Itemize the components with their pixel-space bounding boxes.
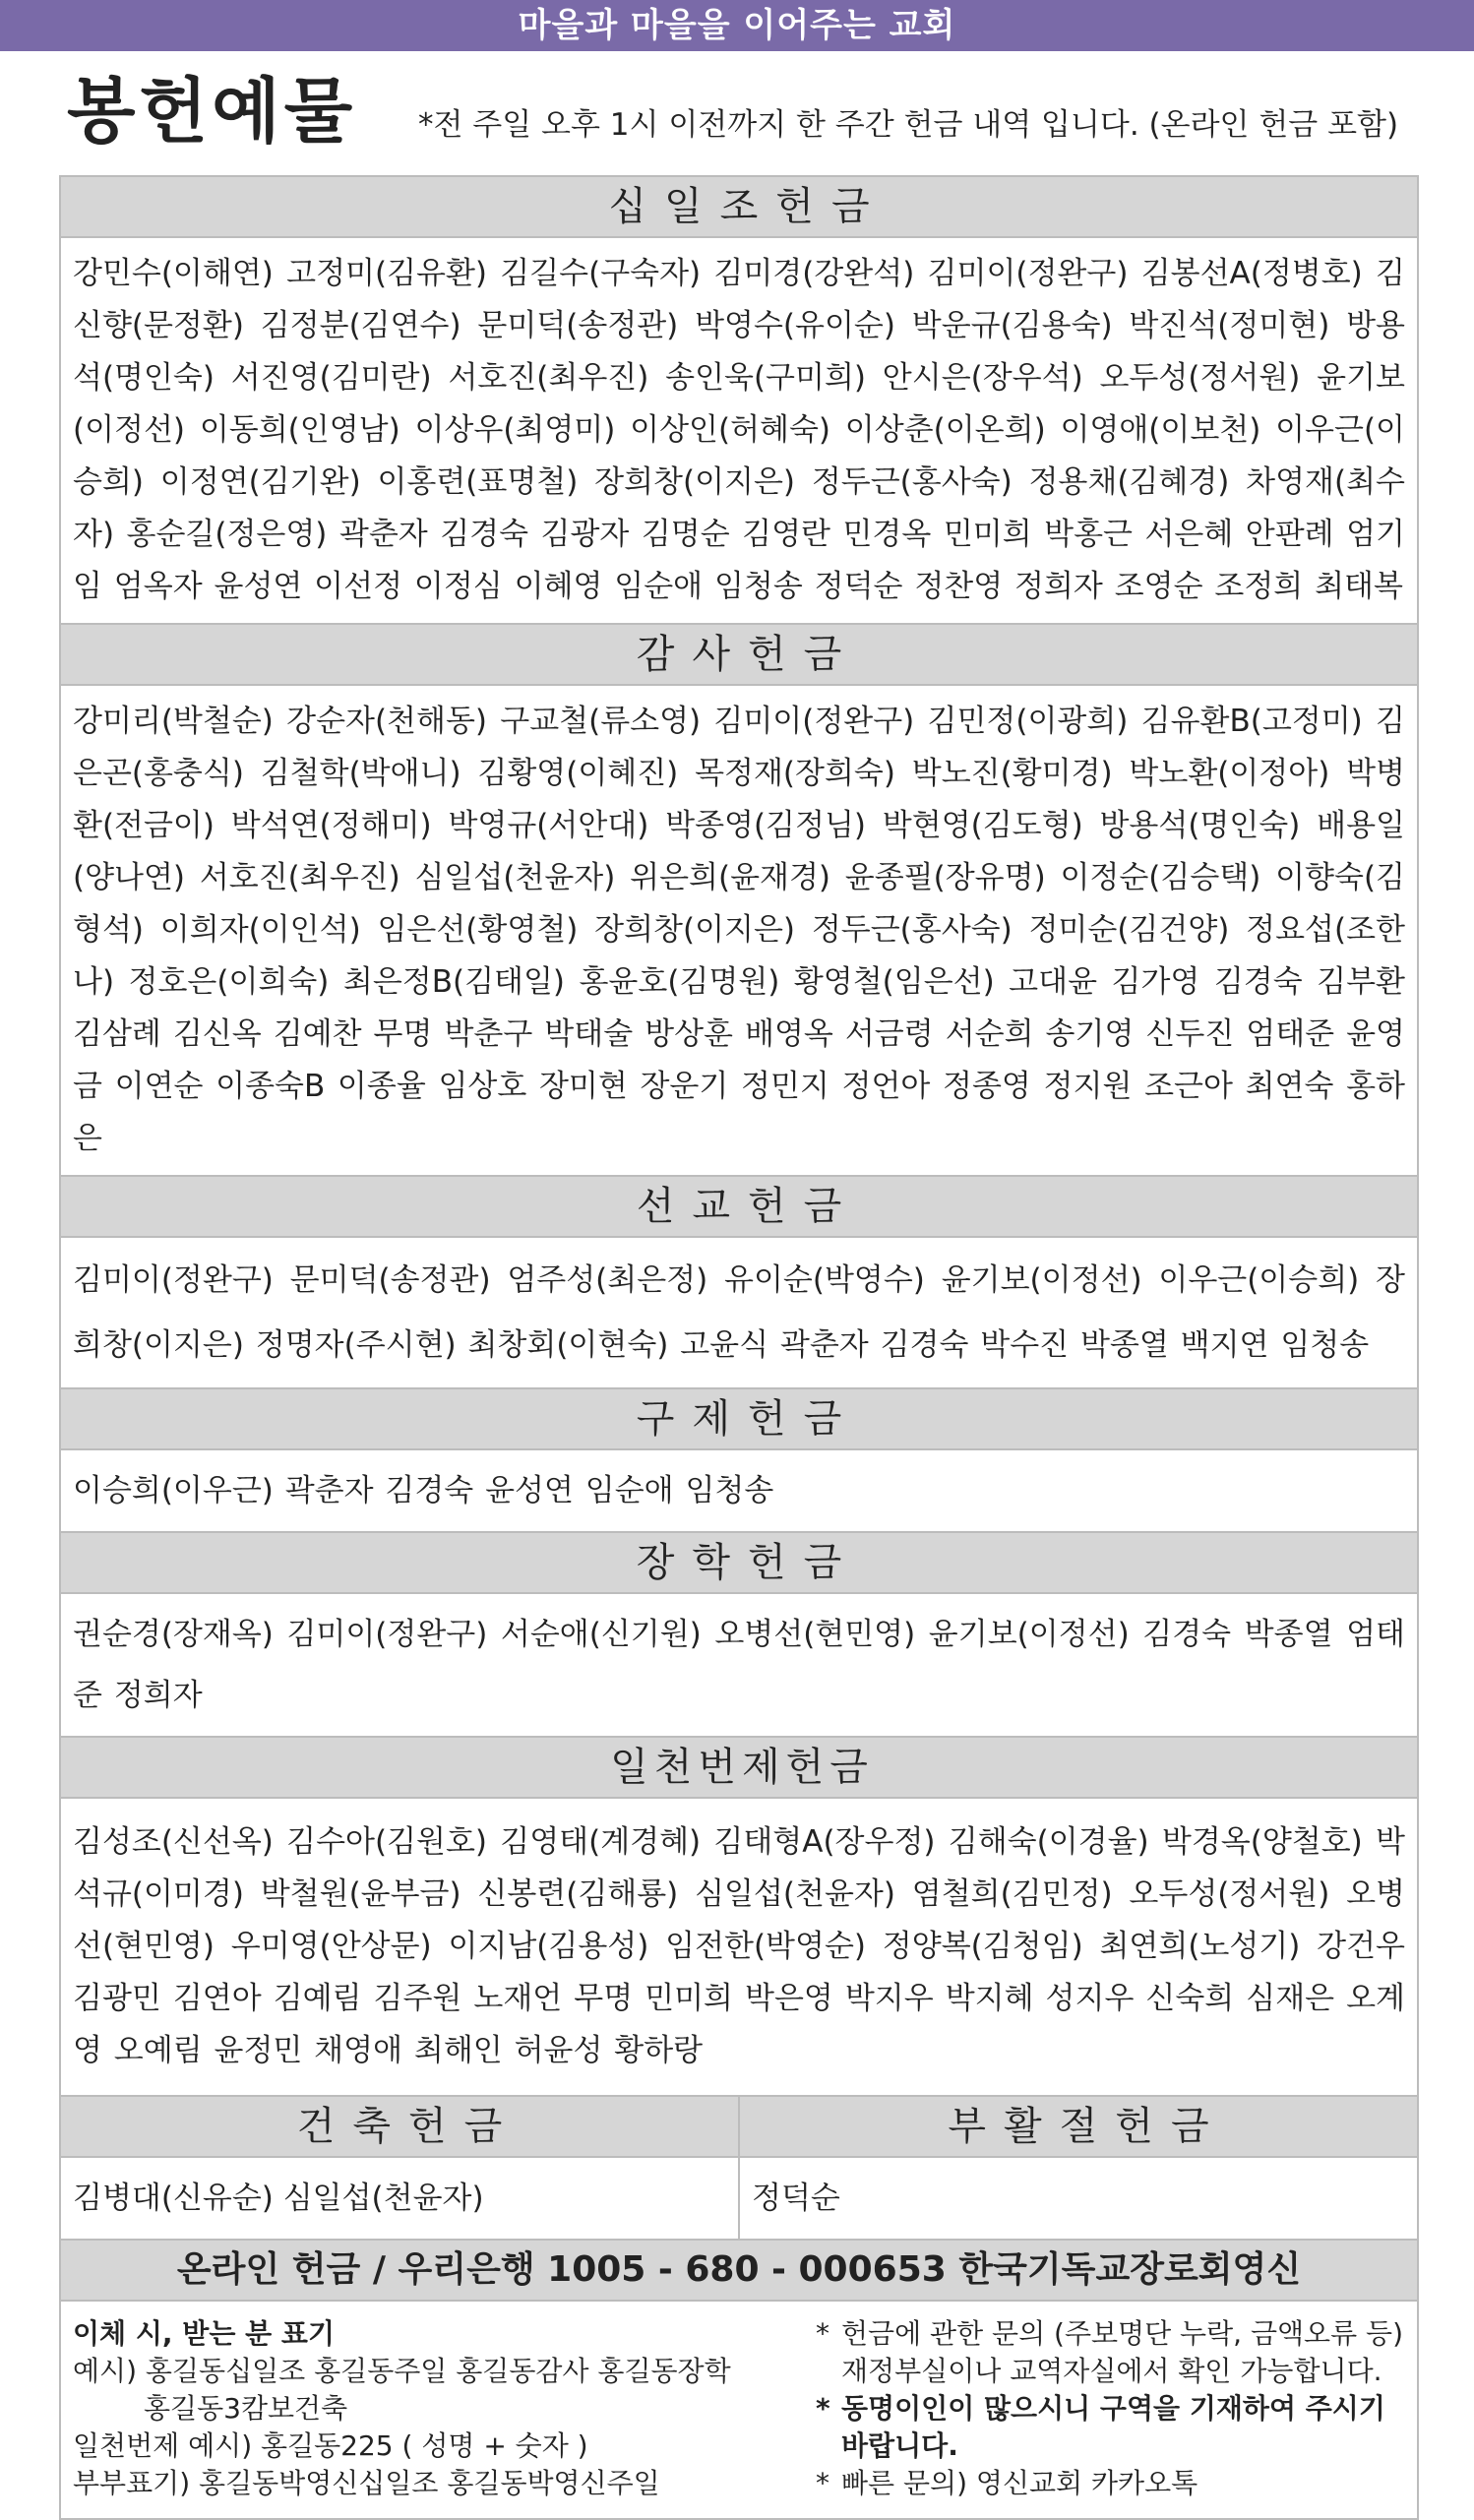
note-item-1 bbox=[816, 2315, 1405, 2390]
scholarship-names: 권순경(장재옥) 김미이(정완구) 서순애(신기원) 오병선(현민영) 윤기보(이정선) 김경숙 박종열 엄태준 정희자 bbox=[61, 1594, 1417, 1738]
period-note: *전 주일 오후 1시 이전까지 한 주간 헌금 내역 입니다. (온라인 헌금 포함) bbox=[418, 107, 1399, 143]
asterisk-icon: * bbox=[816, 2392, 830, 2425]
mission-names: 김미이(정완구) 문미덕(송정관) 엄주성(최은정) 유이순(박영수) 윤기보(이정선) 이우근(이승희) 장희창(이지은) 정명자(주시현) 최창회(이현숙) 고윤식 곽춘자 김경숙 박수진 박종열 백지연 임청송 bbox=[61, 1238, 1417, 1389]
offering-table bbox=[59, 175, 1419, 2520]
scholarship-header: 장학헌금 bbox=[61, 1533, 1417, 1594]
transfer-instructions bbox=[73, 2315, 776, 2502]
mission-header: 선교헌금 bbox=[61, 1177, 1417, 1238]
tithe-names: 강민수(이해연) 고정미(김유환) 김길수(구숙자) 김미경(강완석) 김미이(정완구) 김봉선A(정병호) 김신향(문정환) 김정분(김연수) 문미덕(송정관) 박영수(유이순) 박운규(김용숙) 박진석(정미현) 방용석(명인숙) 서진영(김미란) 서호진(최우진) 송인욱(구미희) 안시은(장우석) 오두성(정서원) 윤기보(이정선) 이동희(인영남) 이상우(최영미) 이상인(허혜숙) 이상춘(이온희) 이영애(이보천) 이우근(이승희) 이정연(김기완) 이홍련(표명철) 장희창(이지은) 정두근(홍사숙) 정용채(김혜경) 차영재(최수자) 홍순길(정은영) 곽춘자 김경숙 김광자 김명순 김영란 민경옥 민미희 박홍근 서은혜 안판례 엄기임 엄옥자 윤성연 이선정 이정심 이혜영 임순애 임청송 정덕순 정찬영 정희자 조영순 조정희 최태복 bbox=[61, 238, 1417, 625]
relief-names: 이승희(이우근) 곽춘자 김경숙 윤성연 임순애 임청송 bbox=[61, 1450, 1417, 1533]
building-easter-row bbox=[61, 2097, 1417, 2241]
transfer-example-3: 부부표기) 홍길동박영신십일조 홍길동박영신주일 bbox=[73, 2467, 660, 2499]
inquiry-notes bbox=[776, 2315, 1405, 2502]
page-title: 봉헌예물 bbox=[67, 70, 357, 153]
note-item-3 bbox=[816, 2465, 1405, 2502]
easter-column bbox=[738, 2097, 1417, 2239]
online-offering-account: 온라인 헌금 / 우리은행 1005 - 680 - 000653 한국기독교장로회영신 bbox=[61, 2241, 1417, 2302]
note-item-2 bbox=[816, 2390, 1405, 2465]
asterisk-icon: * bbox=[816, 2467, 829, 2499]
footer-notes bbox=[61, 2302, 1417, 2518]
building-column bbox=[61, 2097, 738, 2239]
note-item-1-text: 헌금에 관한 문의 (주보명단 누락, 금액오류 등) 재정부실이나 교역자실에서 확인 가능합니다. bbox=[841, 2317, 1404, 2387]
transfer-example-2: 일천번제 예시) 홍길동225 ( 성명 + 숫자 ) bbox=[73, 2429, 588, 2462]
thanks-header: 감사헌금 bbox=[61, 625, 1417, 686]
thanks-names: 강미리(박철순) 강순자(천해동) 구교철(류소영) 김미이(정완구) 김민정(이광희) 김유환B(고정미) 김은곤(홍충식) 김철학(박애니) 김황영(이혜진) 목정재(장희숙) 박노진(황미경) 박노환(이정아) 박병환(전금이) 박석연(정해미) 박영규(서안대) 박종영(김정님) 박현영(김도형) 방용석(명인숙) 배용일(양나연) 서호진(최우진) 심일섭(천윤자) 위은희(윤재경) 윤종필(장유명) 이정순(김승택) 이향숙(김형석) 이희자(이인석) 임은선(황영철) 장희창(이지은) 정두근(홍사숙) 정미순(김건양) 정요섭(조한나) 정호은(이희숙) 최은정B(김태일) 홍윤호(김명원) 황영철(임은선) 고대윤 김가영 김경숙 김부환 김삼례 김신옥 김예찬 무명 박춘구 박태술 방상훈 배영옥 서금령 서순희 송기영 신두진 엄태준 윤영금 이연순 이종숙B 이종율 임상호 장미현 장운기 정민지 정언아 정종영 정지원 조근아 최연숙 홍하은 bbox=[61, 686, 1417, 1177]
easter-header: 부활절헌금 bbox=[740, 2097, 1417, 2158]
relief-header: 구제헌금 bbox=[61, 1389, 1417, 1450]
note-item-3-text: 빠른 문의) 영신교회 카카오톡 bbox=[841, 2467, 1198, 2499]
church-banner: 마을과 마을을 이어주는 교회 bbox=[0, 0, 1474, 51]
note-item-2-text: 동명이인이 많으시니 구역을 기재하여 주시기 바랍니다. bbox=[841, 2392, 1385, 2462]
thousand-names: 김성조(신선옥) 김수아(김원호) 김영태(계경혜) 김태형A(장우정) 김해숙(이경율) 박경옥(양철호) 박석규(이미경) 박철원(윤부금) 신봉련(김해룡) 심일섭(천윤자) 염철희(김민정) 오두성(정서원) 오병선(현민영) 우미영(안상문) 이지남(김용성) 임전한(박영순) 정양복(김청임) 최연희(노성기) 강건우 김광민 김연아 김예림 김주원 노재언 무명 민미희 박은영 박지우 박지혜 성지우 신숙희 심재은 오계영 오예림 윤정민 채영애 최해인 허윤성 황하랑 bbox=[61, 1799, 1417, 2097]
building-header: 건축헌금 bbox=[61, 2097, 738, 2158]
transfer-heading: 이체 시, 받는 분 표기 bbox=[73, 2317, 336, 2350]
building-names: 김병대(신유순) 심일섭(천윤자) bbox=[73, 2181, 484, 2216]
transfer-example-1: 예시) 홍길동십일조 홍길동주일 홍길동감사 홍길동장학 bbox=[73, 2355, 731, 2387]
asterisk-icon: * bbox=[816, 2317, 829, 2350]
tithe-header: 십일조헌금 bbox=[61, 177, 1417, 238]
transfer-example-1-cont: 홍길동3캄보건축 bbox=[144, 2392, 348, 2425]
thousand-header: 일천번제헌금 bbox=[61, 1738, 1417, 1799]
easter-names: 정덕순 bbox=[752, 2181, 840, 2216]
